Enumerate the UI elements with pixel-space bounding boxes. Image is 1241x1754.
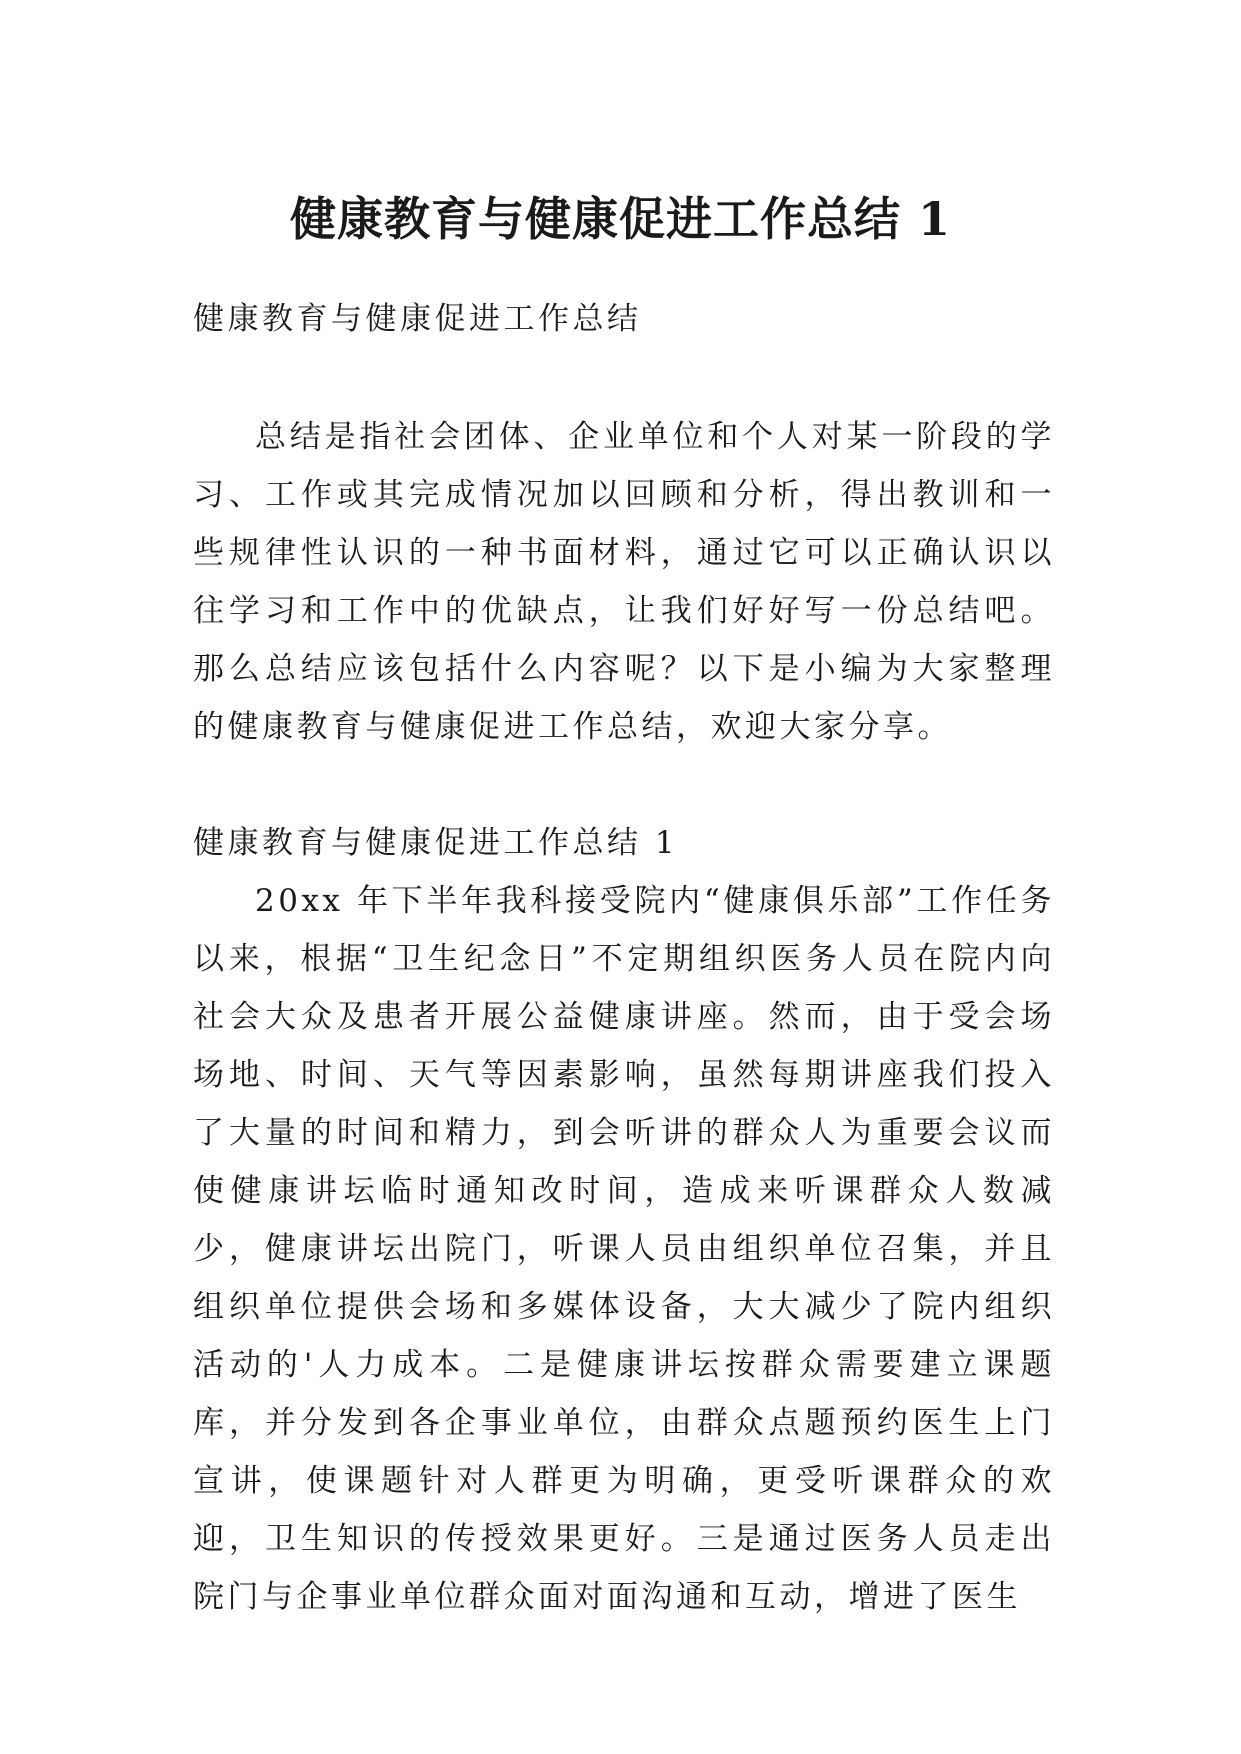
- section-heading: 健康教育与健康促进工作总结 1: [193, 825, 679, 861]
- section-paragraph: 20xx 年下半年我科接受院内“健康俱乐部”工作任务以来，根据“卫生纪念日”不定期组织医务人员在院内向社会大众及患者开展公益健康讲座。然而，由于受会场场地、时间、天气等因素影响，虽然每期讲座我们投入了大量的时间和精力，到会听讲的群众人为重要会议而使健康讲坛临时通知改时间，造成来听课群众人数减少，健康讲坛出院门，听课人员由组织单位召集，并且组织单位提供会场和多媒体设备，大大减少了院内组织活动的'人力成本。二是健康讲坛按群众需要建立课题库，并分发到各企事业单位，由群众点题预约医生上门宣讲，使课题针对人群更为明确，更受听课群众的欢迎，卫生知识的传授效果更好。三是通过医务人员走出院门与企事业单位群众面对面沟通和互动，增进了医生: [193, 883, 1055, 1615]
- document-body: [193, 290, 1055, 1626]
- intro-paragraph: 总结是指社会团体、企业单位和个人对某一阶段的学习、工作或其完成情况加以回顾和分析，得出教训和一些规律性认识的一种书面材料，通过它可以正确认识以往学习和工作中的优缺点，让我们好好写一份总结吧。那么总结应该包括什么内容呢？以下是小编为大家整理的健康教育与健康促进工作总结，欢迎大家分享。: [193, 419, 1055, 745]
- document-subtitle: 健康教育与健康促进工作总结: [193, 301, 642, 337]
- document-title: 健康教育与健康促进工作总结 1: [289, 191, 952, 246]
